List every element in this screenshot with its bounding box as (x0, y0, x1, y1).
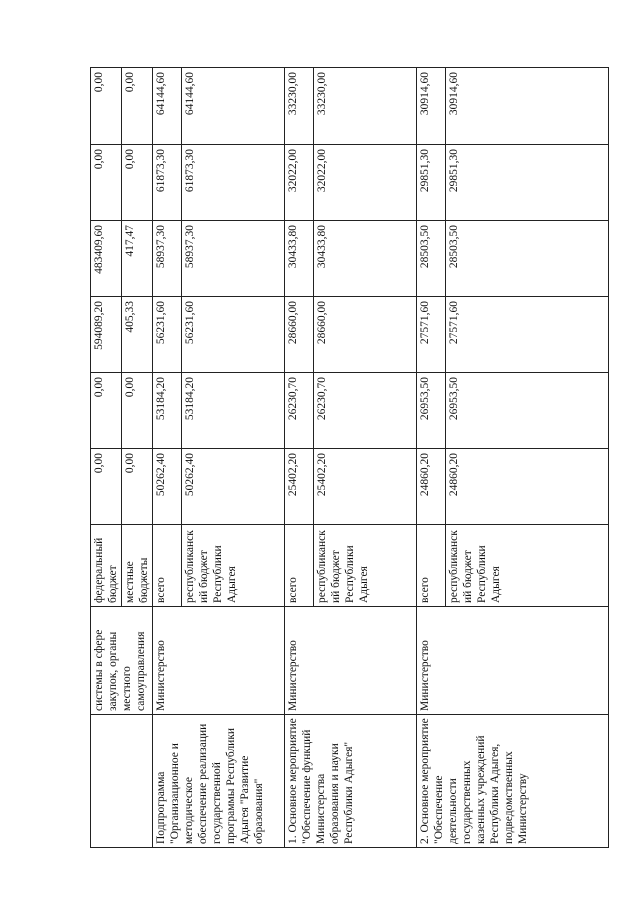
source-cell: местные бюджеты (122, 525, 153, 607)
value-cell: 594089,20 (91, 297, 122, 373)
executor-cell: Министерство (153, 607, 285, 715)
value-cell: 0,00 (91, 449, 122, 525)
value-cell: 50262,40 (182, 449, 285, 525)
value-cell: 30914,60 (417, 68, 446, 145)
value-cell: 32022,00 (314, 145, 417, 221)
program-name-cell (91, 715, 153, 848)
value-cell: 53184,20 (182, 373, 285, 449)
value-cell: 0,00 (122, 373, 153, 449)
table-row (417, 68, 446, 848)
program-name-cell: Подпрограмма "Организационное и методическое обеспечение реализации государственной программы Республики Адыгея "Развитие образования" (153, 715, 285, 848)
value-cell: 61873,30 (182, 145, 285, 221)
value-cell: 56231,60 (153, 297, 182, 373)
table-row (285, 68, 314, 848)
value-cell: 0,00 (122, 145, 153, 221)
value-cell: 64144,60 (153, 68, 182, 145)
value-cell: 30914,60 (446, 68, 609, 145)
value-cell: 56231,60 (182, 297, 285, 373)
value-cell: 0,00 (91, 145, 122, 221)
value-cell: 50262,40 (153, 449, 182, 525)
value-cell: 33230,00 (314, 68, 417, 145)
source-cell: республиканский бюджет Республики Адыгея (446, 525, 609, 607)
value-cell: 30433,80 (314, 221, 417, 297)
value-cell: 24860,20 (417, 449, 446, 525)
rotated-table-container (90, 68, 616, 848)
value-cell: 26230,70 (285, 373, 314, 449)
value-cell: 28503,50 (417, 221, 446, 297)
value-cell: 27571,60 (446, 297, 609, 373)
table-row (91, 68, 122, 848)
value-cell: 29851,30 (446, 145, 609, 221)
value-cell: 417,47 (122, 221, 153, 297)
program-name-cell: 1. Основное мероприятие "Обеспечение функций Министерства образования и науки Республики Адыгея" (285, 715, 417, 848)
executor-cell: системы в сфере закупок, органы местного самоуправления (91, 607, 153, 715)
source-cell: всего (285, 525, 314, 607)
value-cell: 0,00 (122, 449, 153, 525)
value-cell: 64144,60 (182, 68, 285, 145)
value-cell: 25402,20 (285, 449, 314, 525)
value-cell: 33230,00 (285, 68, 314, 145)
value-cell: 30433,80 (285, 221, 314, 297)
value-cell: 24860,20 (446, 449, 609, 525)
value-cell: 53184,20 (153, 373, 182, 449)
budget-table (90, 67, 609, 848)
value-cell: 483409,60 (91, 221, 122, 297)
value-cell: 26953,50 (417, 373, 446, 449)
source-cell: республиканский бюджет Республики Адыгея (314, 525, 417, 607)
value-cell: 32022,00 (285, 145, 314, 221)
value-cell: 58937,30 (153, 221, 182, 297)
value-cell: 26953,50 (446, 373, 609, 449)
executor-cell: Министерство (417, 607, 609, 715)
value-cell: 29851,30 (417, 145, 446, 221)
source-cell: федеральный бюджет (91, 525, 122, 607)
value-cell: 0,00 (91, 68, 122, 145)
value-cell: 27571,60 (417, 297, 446, 373)
value-cell: 28660,00 (285, 297, 314, 373)
source-cell: всего (153, 525, 182, 607)
program-name-cell: 2. Основное мероприятие "Обеспечение деятельности государственных казенных учреждений Республики Адыгея, подведомственных Министерству (417, 715, 609, 848)
executor-cell: Министерство (285, 607, 417, 715)
table-row (153, 68, 182, 848)
value-cell: 61873,30 (153, 145, 182, 221)
value-cell: 58937,30 (182, 221, 285, 297)
source-cell: республиканский бюджет Республики Адыгея (182, 525, 285, 607)
value-cell: 28503,50 (446, 221, 609, 297)
value-cell: 26230,70 (314, 373, 417, 449)
value-cell: 28660,00 (314, 297, 417, 373)
value-cell: 0,00 (122, 68, 153, 145)
source-cell: всего (417, 525, 446, 607)
value-cell: 25402,20 (314, 449, 417, 525)
value-cell: 0,00 (91, 373, 122, 449)
value-cell: 405,33 (122, 297, 153, 373)
